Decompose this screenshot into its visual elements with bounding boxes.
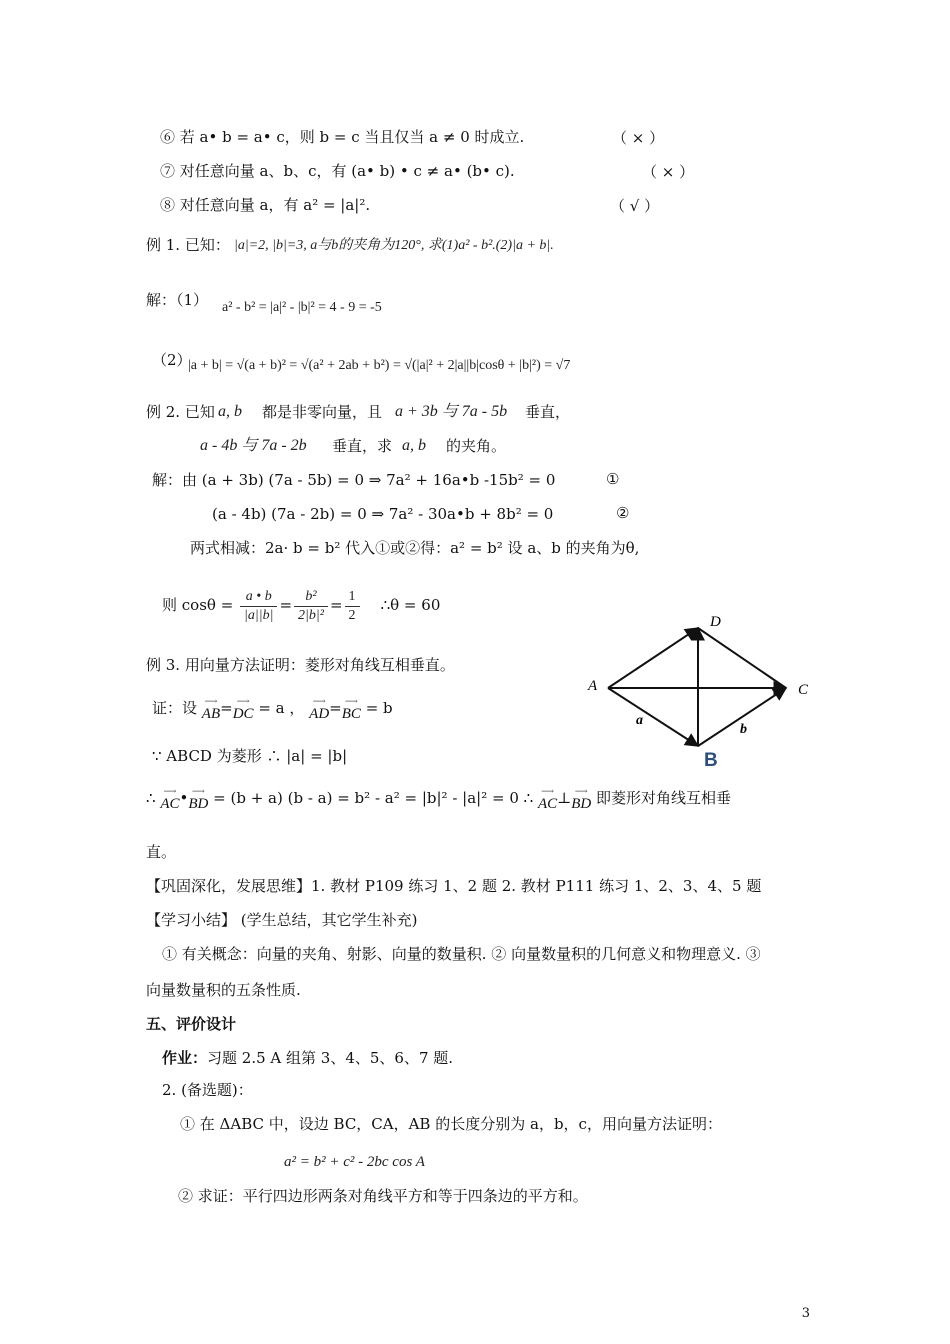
vector-b-label: b	[740, 722, 747, 737]
example-2-text-3: 垂直，求	[332, 437, 393, 455]
optional-heading: 2. (备选题)：	[162, 1081, 253, 1099]
example-2-text-2: 垂直，	[525, 403, 571, 421]
vector-AD: ⟶ AD	[309, 696, 330, 722]
example-2-step-2: (a - 4b) (7a - 2b) = 0 ⇒ 7a² - 30a•b + 8b² = 0	[212, 505, 554, 523]
equation-1-marker: ①	[606, 470, 620, 488]
optional-problem-2: ② 求证：平行四边形两条对角线平方和等于四条边的平方和。	[178, 1187, 588, 1205]
property-8: ⑧ 对任意向量 a，有 a² = |a|².	[160, 196, 371, 214]
vertex-D-label: D	[710, 614, 721, 630]
fraction-cos: $\frac{a • b}{|a||b|}$	[240, 588, 277, 625]
vector-AC: ⟶ AC	[160, 786, 180, 812]
example-3-proof-3: ∴ ⟶ AC • ⟶ BD = (b + a) (b - a) = b² - a² = |b|² - |a|² = 0 ∴ ⟶ AC ⊥ ⟶ BD 即菱形对角线互相垂	[146, 786, 732, 812]
summary-heading: 【学习小结】 (学生总结，其它学生补充)	[146, 911, 418, 929]
edge-AB-arrow	[608, 688, 698, 746]
vertex-B-label: B	[704, 750, 718, 768]
summary-line-1: ① 有关概念：向量的夹角、射影、向量的数量积. ② 向量数量积的几何意义和物理意义. ③	[162, 945, 761, 963]
vector-a-label: a	[636, 713, 643, 728]
solution-1-expression: a² - b² = |a|² - |b|² = 4 - 9 = -5	[222, 300, 382, 315]
solution-2-label: （2）	[152, 351, 192, 369]
edge-AD-arrow	[608, 628, 698, 688]
example-2-text-1: 都是非零向量，且	[262, 403, 383, 421]
solution-2-expression: |a + b| = √(a + b)² = √(a² + 2ab + b²) = √(|a|² + 2|a||b|cosθ + |b|²) = √7	[188, 358, 571, 373]
solution-1-label: 解：（1）	[146, 291, 209, 309]
vector-DC: ⟶ DC	[232, 696, 254, 722]
page-number: 3	[801, 1306, 810, 1321]
example-2-vectors: a, b	[218, 403, 242, 420]
example-2-step-3: 两式相减：2a· b = b² 代入①或②得：a² = b² 设 a、b 的夹角为θ,	[190, 539, 640, 557]
example-2-step-4: 则 cosθ = $\frac{a • b}{|a||b|}$ = $\frac{\text{b²}}{\text{2|b|²}}$ = $\frac{1}{2}$ ∴θ = 60	[162, 588, 441, 623]
equation-2-marker: ②	[616, 504, 630, 522]
vector-BC: ⟶ BC	[341, 696, 361, 722]
fraction-b-squared: $\frac{\text{b²}}{\text{2|b|²}}$	[294, 588, 328, 625]
summary-line-2: 向量数量积的五条性质.	[146, 981, 301, 999]
example-3-proof-2: ∵ ABCD 为菱形 ∴ |a| = |b|	[152, 747, 348, 765]
example-1-expression: |a|=2, |b|=3, a与b的夹角为120°, 求(1)a² - b².(2)|a + b|.	[234, 238, 554, 253]
property-6-mark: （ × ）	[612, 129, 665, 147]
property-7: ⑦ 对任意向量 a、b、c，有 (a• b) • c ≠ a• (b• c).	[160, 162, 515, 180]
example-2-expr-2: a - 4b 与 7a - 2b	[200, 437, 307, 454]
consolidation-line: 【巩固深化，发展思维】1. 教材 P109 练习 1、2 题 2. 教材 P111 练习 1、2、3、4、5 题	[146, 877, 762, 895]
example-2-text-4: 的夹角。	[446, 437, 507, 455]
example-3-proof-1: 证：设 ⟶ AB = ⟶ DC = a ， ⟶ AD = ⟶ BC = b	[152, 696, 393, 722]
vertex-C-label: C	[798, 682, 809, 698]
example-2-expr-1: a + 3b 与 7a - 5b	[395, 403, 508, 420]
vector-BD: ⟶ BD	[188, 786, 209, 812]
vertex-A-label: A	[588, 678, 598, 694]
property-8-mark: （ √ ）	[610, 197, 660, 215]
edge-BC-arrow	[698, 688, 786, 746]
property-6: ⑥ 若 a• b = a• c，则 b = c 当且仅当 a ≠ 0 时成立.	[160, 128, 525, 146]
example-1-label: 例 1. 已知：	[146, 236, 230, 254]
vector-AC-2: ⟶ AC	[537, 786, 558, 812]
fraction-half: $\frac{1}{2}$	[345, 588, 360, 625]
vector-AB: ⟶ AB	[201, 696, 221, 722]
example-2-step-1: 解：由 (a + 3b) (7a - 5b) = 0 ⇒ 7a² + 16a•b -15b² = 0	[152, 471, 556, 489]
example-3-title: 例 3. 用向量方法证明：菱形对角线互相垂直。	[146, 656, 455, 674]
law-of-cosines-formula: a² = b² + c² - 2bc cos A	[284, 1154, 425, 1170]
section-5-heading: 五、评价设计	[146, 1015, 237, 1033]
example-2-vectors-2: a, b	[402, 437, 426, 454]
vector-BD-2: ⟶ BD	[571, 786, 592, 812]
example-3-proof-4: 直。	[146, 843, 177, 861]
homework-line: 作业：习题 2.5 A 组第 3、4、5、6、7 题.	[162, 1049, 454, 1067]
property-7-mark: （ × ）	[642, 163, 695, 181]
edge-DC	[698, 628, 786, 688]
optional-problem-1: ① 在 ΔABC 中，设边 BC，CA，AB 的长度分别为 a，b，c，用向量方法证明：	[180, 1115, 722, 1133]
rhombus-diagram	[580, 608, 810, 768]
example-2-label: 例 2. 已知	[146, 403, 215, 421]
